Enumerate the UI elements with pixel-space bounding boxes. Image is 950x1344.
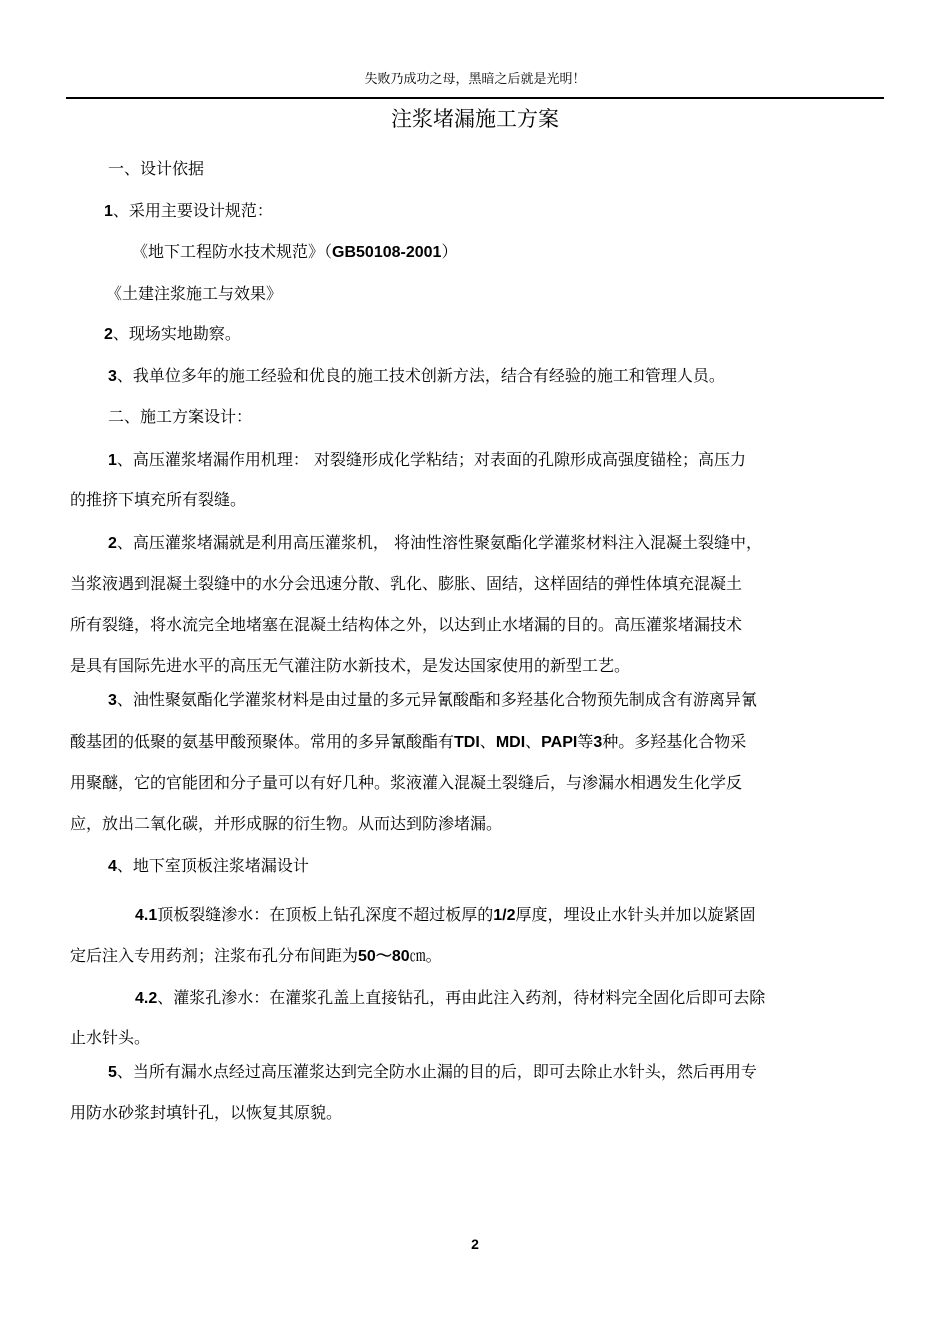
header-divider	[66, 97, 884, 99]
header-motto: 失败乃成功之母，黑暗之后就是光明！	[364, 72, 586, 87]
section-heading-construction-plan: 二、施工方案设计：	[108, 407, 253, 426]
list-item-site-survey: 2、现场实地勘察。	[104, 324, 241, 343]
reference-gb50108: 《地下工程防水技术规范》（GB50108-2001）	[132, 242, 458, 261]
document-title: 注浆堵漏施工方案	[391, 107, 559, 131]
list-item-experience: 3、我单位多年的施工经验和优良的施工技术创新方法，结合有经验的施工和管理人员。	[108, 366, 725, 385]
page-number: 2	[471, 1236, 479, 1252]
list-item-design-codes: 1、采用主要设计规范：	[104, 201, 273, 220]
subsection-heading-roof-slab: 4、地下室顶板注浆堵漏设计	[108, 856, 309, 875]
reference-grouting-book: 《土建注浆施工与效果》	[106, 284, 283, 303]
section-heading-design-basis: 一、设计依据	[108, 159, 205, 178]
